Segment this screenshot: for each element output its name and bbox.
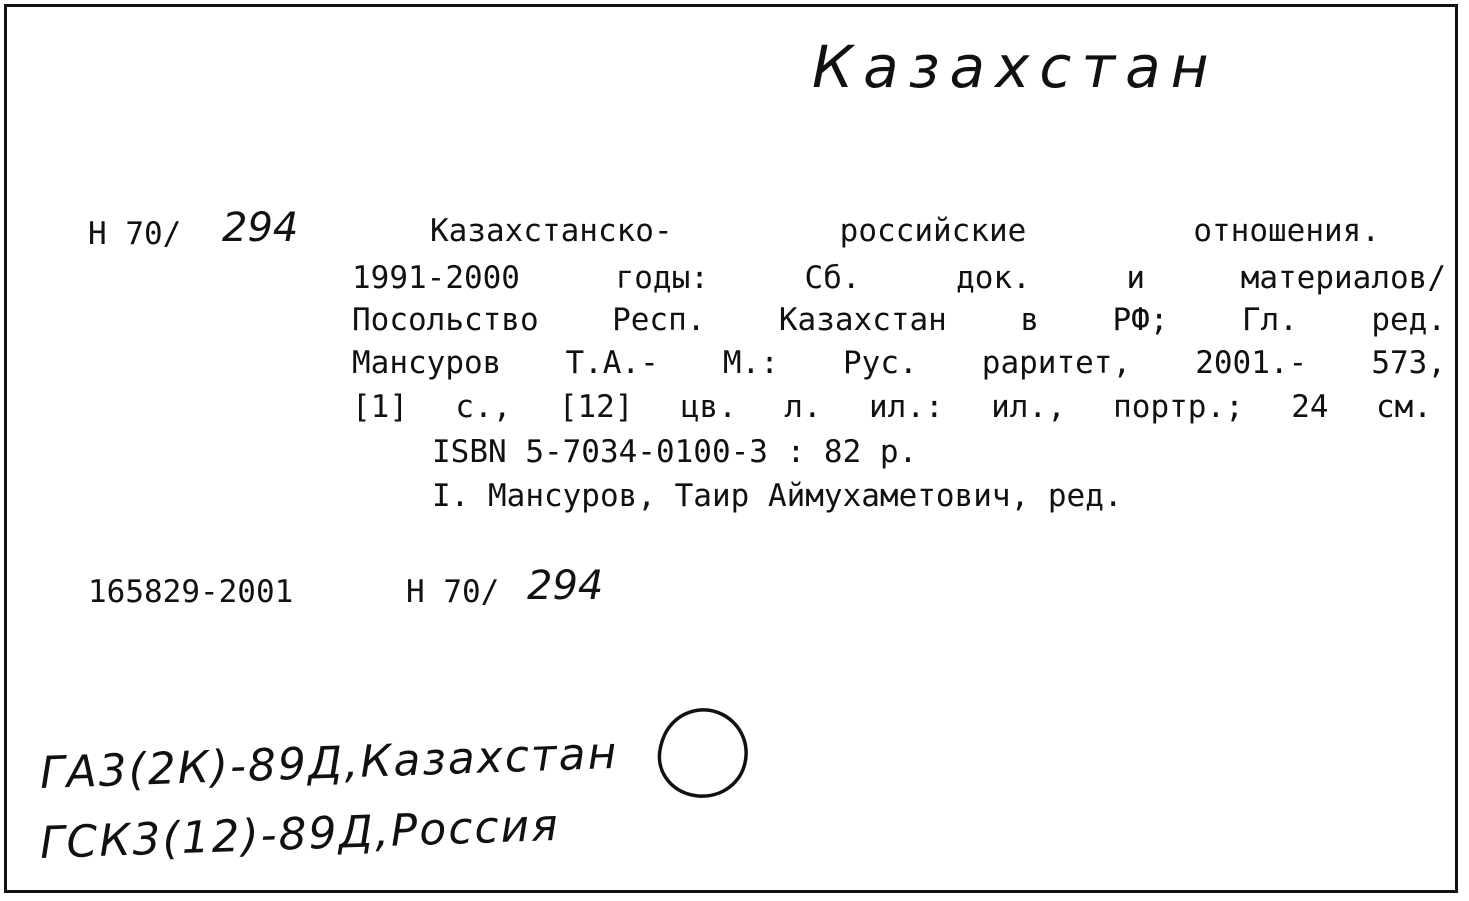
handwritten-class-line-2: ГСК3(12)-89Д,Россия [39,799,561,869]
entry-word: Мансуров [352,345,502,381]
entry-word: М.: [722,345,779,381]
entry-word: РФ; [1112,302,1169,338]
entry-line-3 [352,302,1446,338]
entry-word: 573, [1371,345,1446,381]
entry-word: портр.; [1113,389,1244,425]
call-number-handwritten-top: 294 [222,205,299,251]
entry-word: годы: [615,260,709,296]
entry-word: л. [784,389,822,425]
entry-word: 24 [1291,389,1329,425]
entry-word: Казахстанско- [430,213,673,249]
entry-line-1 [430,213,1380,249]
entry-word: отношения. [1193,213,1380,249]
handwritten-class-line-1: ГА3(2К)-89Д,Казахстан [39,727,620,799]
entry-word: с., [455,389,512,425]
entry-word: Респ. [612,302,706,338]
entry-line-4 [352,345,1446,381]
entry-word: Рус. [843,345,918,381]
entry-word: 1991-2000 [352,260,520,296]
entry-word: Казахстан [778,302,947,338]
entry-word: в [1020,302,1039,338]
entry-word: [12] [558,389,634,425]
entry-word: цв. [680,389,737,425]
entry-word: Гл. [1241,302,1298,338]
added-entry: I. Мансуров, Таир Аймухаметович, ред. [432,478,1123,514]
entry-word: Посольство [352,302,539,338]
entry-word: и [1126,260,1146,296]
call-number-bottom-prefix: Н 70/ [406,574,500,610]
entry-word: раритет, [981,345,1132,381]
entry-word: 2001.- [1195,345,1308,381]
entry-word: см. [1375,389,1432,425]
accession-number: 165829-2001 [88,574,294,610]
entry-word: ред. [1371,302,1446,338]
entry-word: материалов/ [1240,260,1446,296]
entry-line-5 [352,389,1432,425]
entry-word: [1] [352,389,408,425]
handwritten-title: Казахстан [812,33,1219,101]
entry-word: российские [839,213,1027,249]
entry-word: Сб. [804,260,861,296]
entry-word: док. [956,260,1031,296]
entry-word: ил.: [869,389,944,425]
entry-line-2 [352,260,1446,296]
entry-word: Т.А.- [565,345,659,381]
call-number-handwritten-bottom: 294 [527,563,604,609]
call-number-prefix: Н 70/ [88,216,182,252]
entry-word: ил., [991,389,1066,425]
circle-mark-icon [648,700,758,810]
isbn-line: ISBN 5-7034-0100-3 : 82 р. [432,434,918,470]
